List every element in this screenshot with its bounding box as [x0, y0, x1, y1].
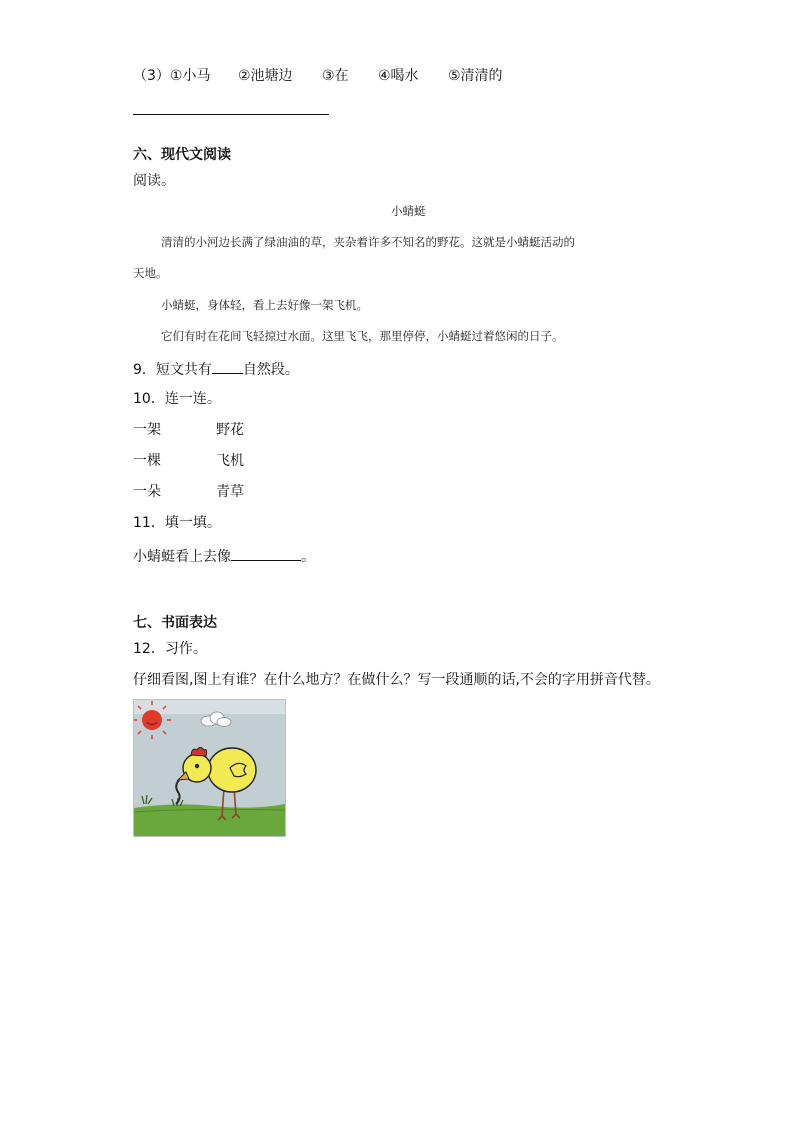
- q3-row: [133, 67, 210, 85]
- q3-answer-line[interactable]: [133, 114, 329, 115]
- section7-heading: 七、书面表达: [133, 615, 217, 631]
- q9: [133, 359, 299, 379]
- q3-option-1: ①小马: [169, 68, 211, 84]
- q11-text-after: 。: [301, 549, 315, 565]
- passage-p1-line1: 清清的小河边长满了绿油油的草，夹杂着许多不知名的野花。这就是小蜻蜓活动的: [161, 235, 575, 249]
- q3-option-2: ②池塘边: [238, 68, 293, 84]
- q9-text-before: 9．短文共有: [133, 362, 212, 378]
- q3-option-5: ⑤清清的: [448, 68, 503, 84]
- chick-drawing: [134, 700, 285, 836]
- chick-eye: [195, 764, 199, 768]
- passage-p1-line2: 天地。: [133, 266, 168, 280]
- q10-left-2[interactable]: 一棵: [133, 453, 161, 469]
- q10-left-1[interactable]: 一架: [133, 422, 161, 438]
- q9-blank[interactable]: [212, 359, 243, 374]
- section6-instruction: 阅读。: [133, 173, 175, 189]
- passage-title: 小蜻蜓: [391, 204, 426, 218]
- q3-option-3: ③在: [322, 68, 349, 84]
- q3-prefix: （3）: [133, 68, 170, 84]
- q10-title: 10．连一连。: [133, 391, 221, 407]
- chick-picture: [133, 699, 286, 837]
- q11-text-before: 小蜻蜓看上去像: [133, 549, 231, 565]
- q12-prompt: 仔细看图,图上有谁？在什么地方？在做什么？写一段通顺的话,不会的字用拼音代替。: [133, 672, 660, 688]
- q3-option-4: ④喝水: [378, 68, 419, 84]
- section6-heading: 六、现代文阅读: [133, 147, 231, 163]
- passage-p2: 小蜻蜓，身体轻，看上去好像一架飞机。: [161, 298, 368, 312]
- q10-left-3[interactable]: 一朵: [133, 484, 161, 500]
- q12-title: 12．习作。: [133, 641, 207, 657]
- q9-text-after: 自然段。: [242, 362, 299, 378]
- q10-right-3[interactable]: 青草: [216, 484, 244, 500]
- grass-ground: [134, 804, 285, 836]
- passage-p3: 它们有时在花间飞轻掠过水面。这里飞飞，那里停停，小蜻蜓过着悠闲的日子。: [161, 329, 564, 343]
- q10-right-2[interactable]: 飞机: [216, 453, 244, 469]
- q11-title: 11．填一填。: [133, 515, 221, 531]
- q11-blank[interactable]: [231, 546, 301, 561]
- q11: [133, 546, 315, 566]
- q10-right-1[interactable]: 野花: [216, 422, 244, 438]
